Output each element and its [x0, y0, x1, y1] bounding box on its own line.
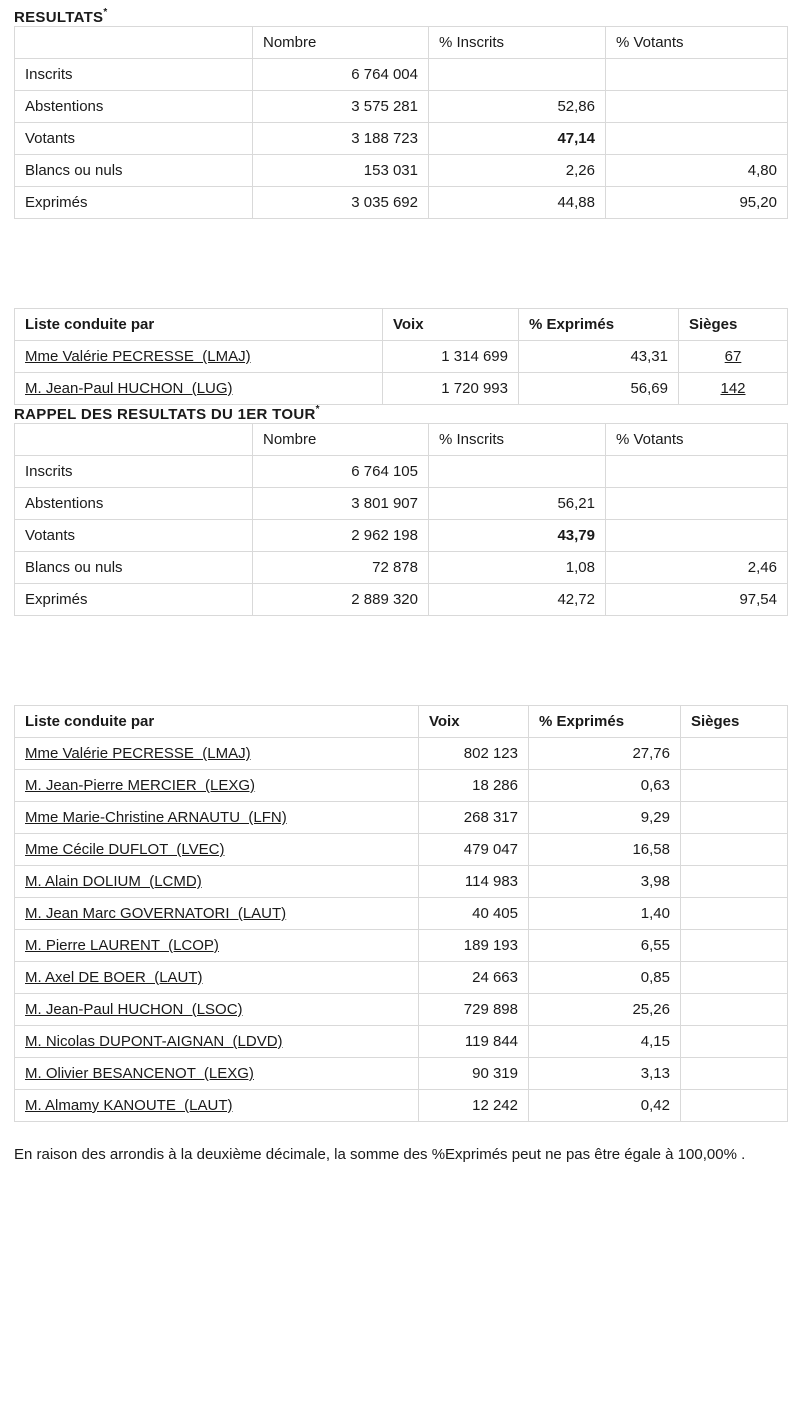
first-round-heading-text: RAPPEL DES RESULTATS DU 1ER TOUR	[14, 406, 316, 423]
candidate-link[interactable]: M. Alain DOLIUM (LCMD)	[25, 873, 202, 890]
pct-votants-cell	[606, 123, 788, 155]
table-header-row	[15, 424, 788, 456]
table-row	[15, 738, 788, 770]
candidate-cell	[15, 738, 419, 770]
pct-exprimes-cell: 43,31	[519, 341, 679, 373]
candidate-cell	[15, 373, 383, 405]
header-pct-votants: % Votants	[606, 424, 788, 456]
nombre-cell: 3 575 281	[253, 91, 429, 123]
pct-exprimes-cell: 0,42	[529, 1090, 681, 1122]
table-row	[15, 866, 788, 898]
pct-exprimes-cell: 3,98	[529, 866, 681, 898]
pct-exprimes-cell: 27,76	[529, 738, 681, 770]
candidate-cell	[15, 834, 419, 866]
sieges-cell	[681, 1090, 788, 1122]
sieges-link[interactable]: 142	[720, 380, 746, 397]
candidate-link[interactable]: M. Jean-Pierre MERCIER (LEXG)	[25, 777, 256, 794]
candidate-link[interactable]: M. Jean-Paul HUCHON (LUG)	[25, 380, 233, 397]
first-round-summary-table	[14, 423, 788, 616]
candidate-link[interactable]: M. Axel DE BOER (LAUT)	[25, 969, 203, 986]
pct-exprimes-cell: 1,40	[529, 898, 681, 930]
first-round-heading-asterisk: *	[315, 404, 320, 415]
table-row	[15, 994, 788, 1026]
table-row	[15, 187, 788, 219]
row-label-cell: Blancs ou nuls	[15, 155, 253, 187]
pct-exprimes-cell: 3,13	[529, 1058, 681, 1090]
table-row	[15, 584, 788, 616]
candidate-cell	[15, 1090, 419, 1122]
candidate-link[interactable]: Mme Cécile DUFLOT (LVEC)	[25, 841, 225, 858]
candidate-link[interactable]: M. Olivier BESANCENOT (LEXG)	[25, 1065, 254, 1082]
header-voix: Voix	[383, 309, 519, 341]
table-row	[15, 962, 788, 994]
nombre-cell: 2 889 320	[253, 584, 429, 616]
sieges-cell	[681, 738, 788, 770]
table-row	[15, 898, 788, 930]
results-lists-table	[14, 308, 788, 405]
voix-cell: 114 983	[419, 866, 529, 898]
row-label-cell: Exprimés	[15, 584, 253, 616]
sieges-cell	[681, 962, 788, 994]
header-pct-votants: % Votants	[606, 27, 788, 59]
candidate-link[interactable]: M. Jean Marc GOVERNATORI (LAUT)	[25, 905, 287, 922]
row-label-cell: Abstentions	[15, 488, 253, 520]
pct-votants-cell	[606, 520, 788, 552]
table-row	[15, 123, 788, 155]
pct-inscrits-cell: 47,14	[429, 123, 606, 155]
candidate-cell	[15, 866, 419, 898]
candidate-cell	[15, 994, 419, 1026]
pct-exprimes-cell: 4,15	[529, 1026, 681, 1058]
voix-cell: 1 314 699	[383, 341, 519, 373]
voix-cell: 40 405	[419, 898, 529, 930]
pct-exprimes-cell: 6,55	[529, 930, 681, 962]
header-nombre: Nombre	[253, 27, 429, 59]
nombre-cell: 3 035 692	[253, 187, 429, 219]
table-row	[15, 1058, 788, 1090]
table-header-row	[15, 309, 788, 341]
pct-votants-cell: 97,54	[606, 584, 788, 616]
pct-inscrits-cell: 42,72	[429, 584, 606, 616]
pct-votants-cell: 2,46	[606, 552, 788, 584]
table-row	[15, 488, 788, 520]
results-heading-asterisk: *	[103, 7, 108, 18]
header-liste-conduite-par: Liste conduite par	[15, 706, 419, 738]
pct-inscrits-cell	[429, 59, 606, 91]
header-empty-cell	[15, 424, 253, 456]
table-row	[15, 802, 788, 834]
nombre-cell: 6 764 105	[253, 456, 429, 488]
pct-inscrits-cell: 52,86	[429, 91, 606, 123]
sieges-cell	[681, 802, 788, 834]
voix-cell: 24 663	[419, 962, 529, 994]
table-row	[15, 91, 788, 123]
table-row	[15, 155, 788, 187]
sieges-cell	[679, 373, 788, 405]
nombre-cell: 2 962 198	[253, 520, 429, 552]
table-row	[15, 552, 788, 584]
table-row	[15, 1090, 788, 1122]
candidate-cell	[15, 770, 419, 802]
sieges-cell	[681, 1058, 788, 1090]
first-round-lists-table	[14, 705, 788, 1122]
nombre-cell: 6 764 004	[253, 59, 429, 91]
table-row	[15, 834, 788, 866]
row-label-cell: Inscrits	[15, 456, 253, 488]
pct-votants-cell: 4,80	[606, 155, 788, 187]
pct-inscrits-cell: 1,08	[429, 552, 606, 584]
nombre-cell: 3 801 907	[253, 488, 429, 520]
pct-exprimes-cell: 0,85	[529, 962, 681, 994]
header-empty-cell	[15, 27, 253, 59]
pct-exprimes-cell: 16,58	[529, 834, 681, 866]
candidate-cell	[15, 1058, 419, 1090]
nombre-cell: 72 878	[253, 552, 429, 584]
sieges-cell	[681, 930, 788, 962]
row-label-cell: Votants	[15, 520, 253, 552]
sieges-cell	[681, 770, 788, 802]
table-row	[15, 770, 788, 802]
voix-cell: 1 720 993	[383, 373, 519, 405]
table-row	[15, 930, 788, 962]
voix-cell: 18 286	[419, 770, 529, 802]
voix-cell: 729 898	[419, 994, 529, 1026]
voix-cell: 268 317	[419, 802, 529, 834]
results-heading	[14, 8, 787, 26]
table-row	[15, 373, 788, 405]
table-row	[15, 341, 788, 373]
header-pct-exprimes: % Exprimés	[519, 309, 679, 341]
rounding-footnote: En raison des arrondis à la deuxième décimale, la somme des %Exprimés peut ne pas être égale à 100,00% .	[14, 1146, 746, 1163]
table-row	[15, 456, 788, 488]
sieges-cell	[681, 1026, 788, 1058]
sieges-link[interactable]: 67	[724, 348, 742, 365]
pct-inscrits-cell: 44,88	[429, 187, 606, 219]
voix-cell: 189 193	[419, 930, 529, 962]
row-label-cell: Votants	[15, 123, 253, 155]
table-header-row	[15, 706, 788, 738]
pct-votants-cell	[606, 456, 788, 488]
candidate-link[interactable]: Mme Marie-Christine ARNAUTU (LFN)	[25, 809, 287, 826]
candidate-cell	[15, 1026, 419, 1058]
nombre-cell: 3 188 723	[253, 123, 429, 155]
pct-votants-cell	[606, 488, 788, 520]
candidate-link[interactable]: M. Nicolas DUPONT-AIGNAN (LDVD)	[25, 1033, 283, 1050]
candidate-cell	[15, 341, 383, 373]
header-pct-inscrits: % Inscrits	[429, 424, 606, 456]
table-row	[15, 1026, 788, 1058]
sieges-cell	[681, 898, 788, 930]
table-header-row	[15, 27, 788, 59]
sieges-cell	[679, 341, 788, 373]
results-heading-text: RESULTATS	[14, 9, 104, 26]
pct-inscrits-cell: 56,21	[429, 488, 606, 520]
voix-cell: 479 047	[419, 834, 529, 866]
candidate-cell	[15, 898, 419, 930]
results-summary-table	[14, 26, 788, 219]
candidate-cell	[15, 962, 419, 994]
row-label-cell: Blancs ou nuls	[15, 552, 253, 584]
candidate-link[interactable]: Mme Valérie PECRESSE (LMAJ)	[25, 348, 251, 365]
header-voix: Voix	[419, 706, 529, 738]
candidate-link[interactable]: M. Pierre LAURENT (LCOP)	[25, 937, 219, 954]
candidate-cell	[15, 930, 419, 962]
table-row	[15, 59, 788, 91]
row-label-cell: Abstentions	[15, 91, 253, 123]
candidate-link[interactable]: Mme Valérie PECRESSE (LMAJ)	[25, 745, 251, 762]
header-pct-inscrits: % Inscrits	[429, 27, 606, 59]
pct-exprimes-cell: 25,26	[529, 994, 681, 1026]
candidate-link[interactable]: M. Jean-Paul HUCHON (LSOC)	[25, 1001, 243, 1018]
nombre-cell: 153 031	[253, 155, 429, 187]
header-pct-exprimes: % Exprimés	[529, 706, 681, 738]
voix-cell: 90 319	[419, 1058, 529, 1090]
pct-exprimes-cell: 56,69	[519, 373, 679, 405]
header-liste-conduite-par: Liste conduite par	[15, 309, 383, 341]
first-round-heading	[14, 405, 787, 423]
pct-inscrits-cell	[429, 456, 606, 488]
table-row	[15, 520, 788, 552]
pct-votants-cell	[606, 91, 788, 123]
row-label-cell: Inscrits	[15, 59, 253, 91]
voix-cell: 12 242	[419, 1090, 529, 1122]
voix-cell: 802 123	[419, 738, 529, 770]
sieges-cell	[681, 994, 788, 1026]
pct-exprimes-cell: 0,63	[529, 770, 681, 802]
sieges-cell	[681, 834, 788, 866]
row-label-cell: Exprimés	[15, 187, 253, 219]
header-sieges: Sièges	[679, 309, 788, 341]
pct-exprimes-cell: 9,29	[529, 802, 681, 834]
pct-inscrits-cell: 2,26	[429, 155, 606, 187]
sieges-cell	[681, 866, 788, 898]
voix-cell: 119 844	[419, 1026, 529, 1058]
header-sieges: Sièges	[681, 706, 788, 738]
header-nombre: Nombre	[253, 424, 429, 456]
candidate-cell	[15, 802, 419, 834]
pct-votants-cell: 95,20	[606, 187, 788, 219]
pct-votants-cell	[606, 59, 788, 91]
pct-inscrits-cell: 43,79	[429, 520, 606, 552]
candidate-link[interactable]: M. Almamy KANOUTE (LAUT)	[25, 1097, 233, 1114]
